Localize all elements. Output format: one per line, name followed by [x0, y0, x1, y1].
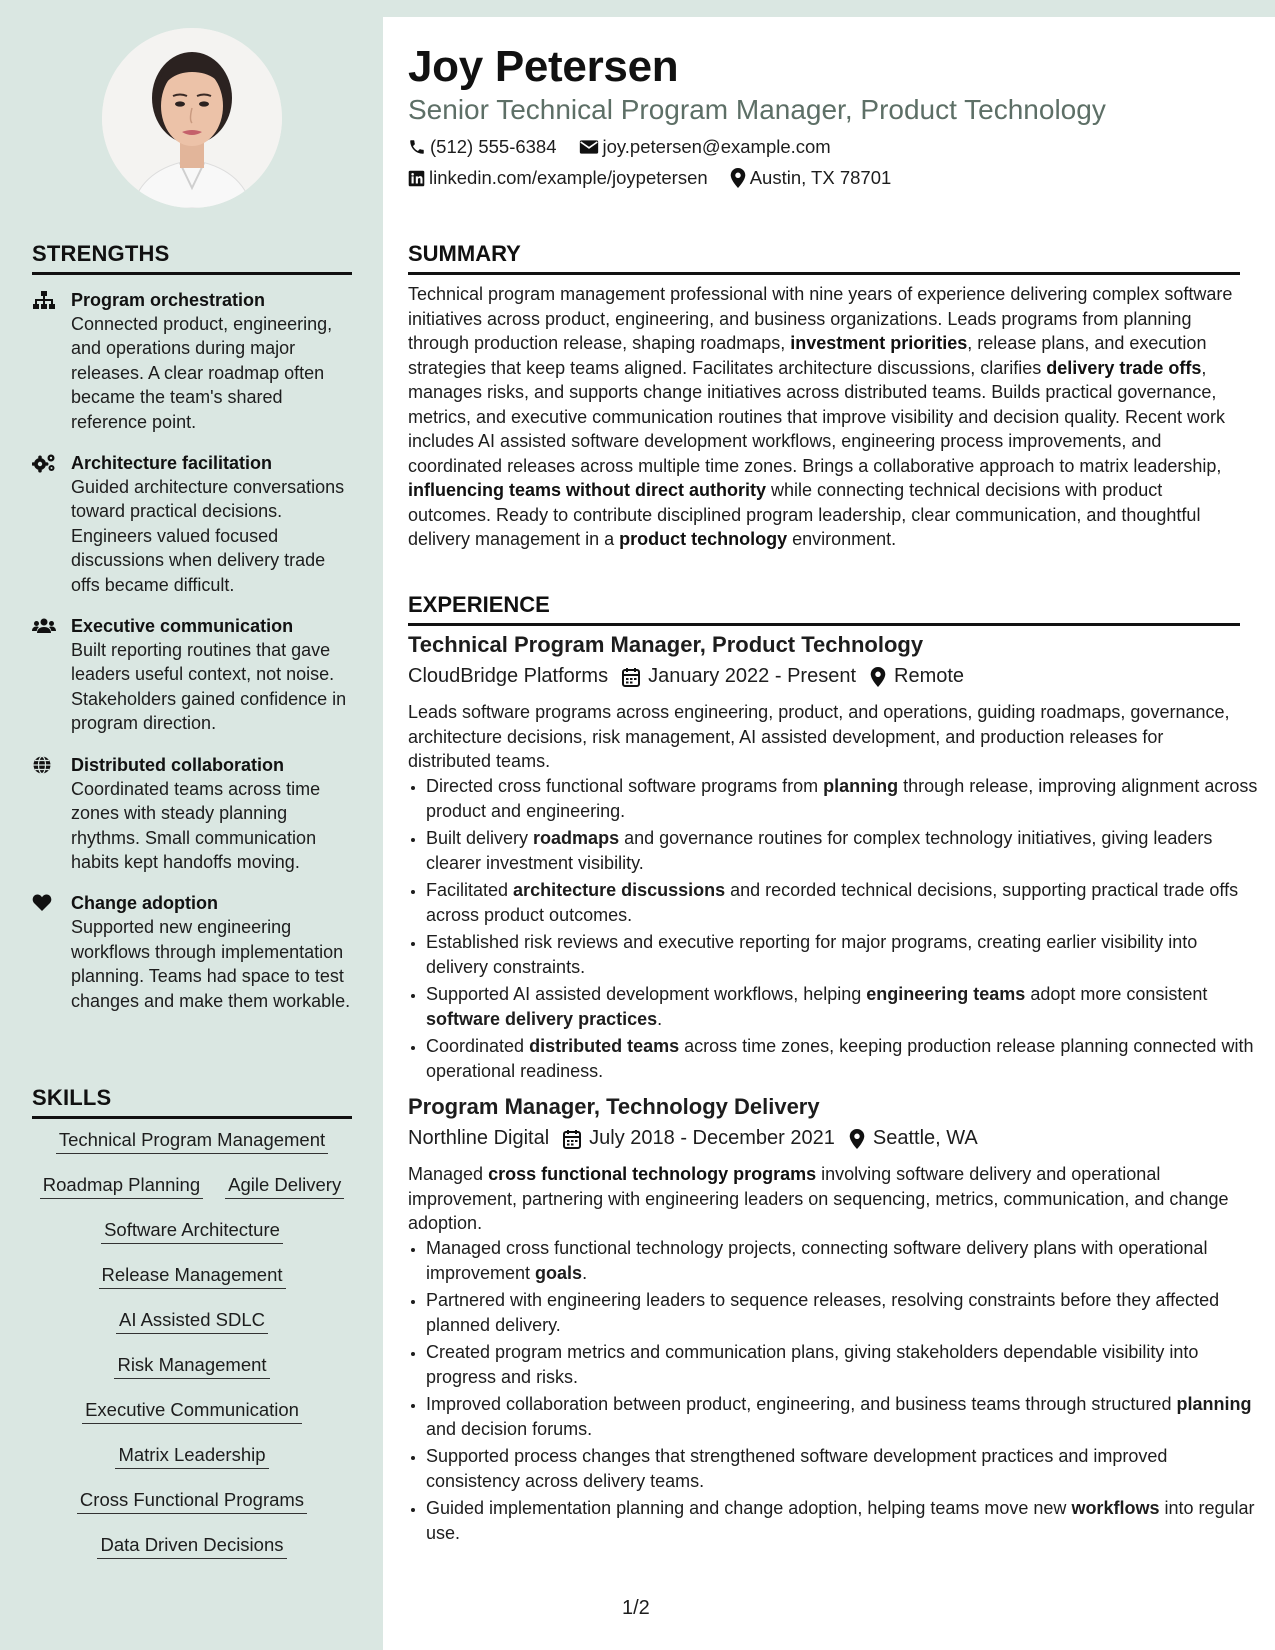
text-run: and recorded technical decisions, supporting practical trade offs across product outcomes. [426, 880, 1239, 925]
strength-item [32, 288, 352, 434]
job-role: Technical Program Manager, Product Technology [408, 632, 924, 657]
skill-tag: Software Architecture [101, 1218, 283, 1244]
text-run: Built delivery [426, 828, 534, 848]
bullet-item [426, 1496, 1258, 1545]
job-role: Program Manager, Technology Delivery [408, 1094, 820, 1119]
text-run: across time zones, keeping production release planning connected with operational readiness. [426, 1036, 1254, 1081]
job-intro [408, 1162, 1240, 1236]
phone-icon [408, 138, 426, 156]
heart-icon [32, 893, 56, 913]
skill-tag: AI Assisted SDLC [116, 1308, 268, 1334]
skills-list [32, 1128, 352, 1578]
map-pin-icon [730, 168, 746, 188]
strength-item [32, 891, 352, 1013]
contact-row-2 [408, 167, 913, 189]
skill-tag: Matrix Leadership [115, 1443, 268, 1469]
skill-row [32, 1218, 352, 1263]
skill-tag: Agile Delivery [225, 1173, 344, 1199]
bullet-item [426, 1034, 1258, 1083]
company-name: CloudBridge Platforms [408, 665, 609, 687]
text-run: Established risk reviews and executive reporting for major programs, creating earlier visibility into delivery constraints. [426, 932, 1198, 977]
strength-item [32, 614, 352, 736]
bold-text: investment priorities [790, 333, 968, 353]
skill-row [32, 1173, 352, 1218]
company-item [408, 665, 608, 688]
text-run: Supported AI assisted development workflows, helping [426, 984, 867, 1004]
profile-photo [102, 28, 282, 208]
company-name: Northline Digital [408, 1127, 550, 1149]
bullet-item [426, 930, 1258, 979]
text-run: and decision forums. [426, 1418, 593, 1439]
text-run: Guided implementation planning and change adoption, helping teams move new [426, 1498, 1072, 1518]
skill-tag: Roadmap Planning [40, 1173, 203, 1199]
email-item [579, 136, 831, 158]
skill-row [32, 1533, 352, 1578]
text-run: adopt more consistent [1025, 984, 1208, 1004]
skill-row [32, 1353, 352, 1398]
skill-row [32, 1443, 352, 1488]
bullet-item [426, 1288, 1258, 1337]
strength-desc: Guided architecture conversations toward practical decisions. Engineers valued focused discussions when delivery trade offs became difficult. [71, 477, 345, 595]
skill-tag: Data Driven Decisions [97, 1533, 286, 1559]
text-run: environment. [787, 529, 897, 549]
strength-desc: Coordinated teams across time zones with steady planning rhythms. Small communication habits kept handoffs moving. [71, 778, 321, 872]
bullet-item [426, 826, 1258, 875]
summary-text [408, 282, 1240, 552]
top-band [383, 0, 1275, 17]
job-meta [408, 1127, 992, 1150]
strengths-list [32, 288, 352, 1030]
bold-text: engineering teams [866, 984, 1026, 1004]
linkedin-icon [408, 170, 425, 187]
company-item [408, 1127, 549, 1150]
text-run: Managed [408, 1164, 489, 1184]
strength-title: Distributed collaboration [71, 754, 285, 775]
bold-text: architecture discussions [513, 880, 726, 900]
skills-heading: SKILLS [32, 1085, 352, 1119]
text-run: , manages risks, and supports change initiatives across distributed teams. Builds practical governance, metrics, and executive communication routines that improve visibility and decision quality. Recent work includes AI assisted software development workflows, engineering process improvements, and coordinated releases across multiple time zones. Brings a collaborative approach to matrix leadership, [408, 357, 1226, 476]
bold-text: distributed teams [529, 1036, 680, 1056]
bold-text: roadmaps [533, 828, 620, 848]
skill-tag: Risk Management [114, 1353, 269, 1379]
envelope-icon [579, 139, 599, 155]
location-item [730, 167, 892, 189]
bold-text: delivery trade offs [1046, 357, 1202, 378]
linkedin-text: linkedin.com/example/joypetersen [429, 167, 708, 188]
linkedin-item [408, 167, 708, 189]
text-run: , release plans, and execution strategies that keep teams aligned. Facilitates architecture discussions, clarifies [408, 333, 1207, 378]
skill-tag: Cross Functional Programs [77, 1488, 307, 1514]
job-bullets [408, 774, 1258, 1086]
bullet-item [426, 1236, 1258, 1285]
strength-title: Program orchestration [71, 290, 266, 310]
bullet-item [426, 1340, 1258, 1389]
text-run: Created program metrics and communication plans, giving stakeholders dependable visibility into progress and risks. [426, 1342, 1199, 1387]
bold-text: planning [1176, 1394, 1252, 1414]
strength-desc: Built reporting routines that gave leaders useful context, not noise. Stakeholders gained confidence in program direction. [71, 640, 347, 734]
bullet-item [426, 774, 1258, 823]
phone-item [408, 136, 557, 158]
job-location: Remote [894, 665, 965, 687]
calendar-icon [563, 1129, 581, 1149]
bullet-item [426, 982, 1258, 1031]
text-run: Partnered with engineering leaders to sequence releases, resolving constraints before they affected planned delivery. [426, 1290, 1220, 1335]
skill-row [32, 1128, 352, 1173]
job-meta [408, 665, 978, 688]
bold-text: product technology [619, 529, 788, 549]
bold-text: cross functional technology programs [488, 1164, 817, 1184]
skill-row [32, 1488, 352, 1533]
dates-item [622, 665, 856, 688]
candidate-title: Senior Technical Program Manager, Product Technology [408, 94, 1106, 125]
job-dates: July 2018 - December 2021 [589, 1127, 835, 1149]
text-run: into regular use. [426, 1498, 1255, 1543]
dates-item [563, 1127, 835, 1150]
skill-row [32, 1308, 352, 1353]
strength-item [32, 451, 352, 597]
text-run: through release, improving alignment across product and engineering. [426, 776, 1258, 821]
job-location: Seattle, WA [872, 1127, 978, 1149]
experience-heading: EXPERIENCE [408, 592, 1240, 626]
strength-desc: Connected product, engineering, and operations during major releases. A clear roadmap often became the team's shared reference point. [71, 314, 333, 432]
candidate-name: Joy Petersen [408, 42, 679, 91]
text-run: while connecting technical decisions with product outcomes. Ready to contribute disciplined program leadership, clear communication, and thoughtful delivery management in a [408, 480, 1201, 549]
phone-text: (512) 555-6384 [430, 136, 557, 157]
skill-row [32, 1263, 352, 1308]
bullet-item [426, 878, 1258, 927]
location-text: Austin, TX 78701 [749, 167, 892, 188]
job-dates: January 2022 - Present [648, 665, 856, 687]
job-intro [408, 700, 1240, 774]
strengths-heading: STRENGTHS [32, 241, 352, 275]
calendar-icon [622, 667, 640, 687]
contact-row-1 [408, 136, 853, 158]
job-location-item [849, 1127, 978, 1150]
bold-text: goals [535, 1262, 583, 1283]
text-run: . [582, 1262, 588, 1283]
text-run: Directed cross functional software programs from [426, 776, 824, 796]
text-run: Managed cross functional technology projects, connecting software delivery plans with operational improvement [426, 1238, 1208, 1283]
skill-row [32, 1398, 352, 1443]
strength-desc: Supported new engineering workflows through implementation planning. Teams had space to test changes and make them workable. [71, 917, 351, 1011]
strength-item [32, 753, 352, 875]
strength-title: Architecture facilitation [71, 453, 273, 474]
text-run: involving software delivery and operational improvement, partnering with engineering leaders on sequencing, metrics, communication, and change adoption. [408, 1164, 1229, 1233]
skill-tag: Executive Communication [82, 1398, 302, 1424]
text-run: Improved collaboration between product, engineering, and business teams through structured [426, 1394, 1177, 1414]
summary-heading: SUMMARY [408, 241, 1240, 275]
text-run: Facilitated [426, 880, 514, 900]
gears-icon [32, 453, 56, 473]
strength-title: Change adoption [71, 893, 218, 914]
skill-tag: Release Management [99, 1263, 286, 1289]
text-run: Supported process changes that strengthened software development practices and improved consistency across delivery teams. [426, 1446, 1168, 1491]
bold-text: software delivery practices [426, 1008, 658, 1029]
job-location-item [870, 665, 964, 688]
text-run: . [657, 1008, 663, 1029]
strength-title: Executive communication [71, 616, 294, 637]
page-number: 1/2 [622, 1597, 650, 1619]
text-run: and governance routines for complex technology initiatives, giving leaders clearer investment visibility. [426, 828, 1213, 873]
sitemap-icon [32, 290, 56, 310]
map-pin-icon [849, 1129, 865, 1149]
skill-tag: Technical Program Management [56, 1128, 328, 1154]
bullet-item [426, 1392, 1258, 1441]
bold-text: workflows [1071, 1498, 1160, 1518]
users-icon [32, 616, 56, 636]
map-pin-icon [870, 667, 886, 687]
bold-text: planning [823, 776, 899, 796]
text-run: Coordinated [426, 1036, 530, 1056]
bold-text: influencing teams without direct authority [408, 480, 767, 500]
bullet-item [426, 1444, 1258, 1493]
email-text: joy.petersen@example.com [602, 136, 831, 157]
globe-icon [32, 755, 56, 775]
text-run: Technical program management professional with nine years of experience delivering complex software initiatives across product, engineering, and business organizations. Leads programs from planning through production release, shaping roadmaps, [408, 284, 1233, 353]
job-bullets [408, 1236, 1258, 1548]
text-run: Leads software programs across engineering, product, and operations, guiding roadmaps, governance, architecture decisions, risk management, AI assisted development, and production releases for distributed teams. [408, 702, 1230, 771]
